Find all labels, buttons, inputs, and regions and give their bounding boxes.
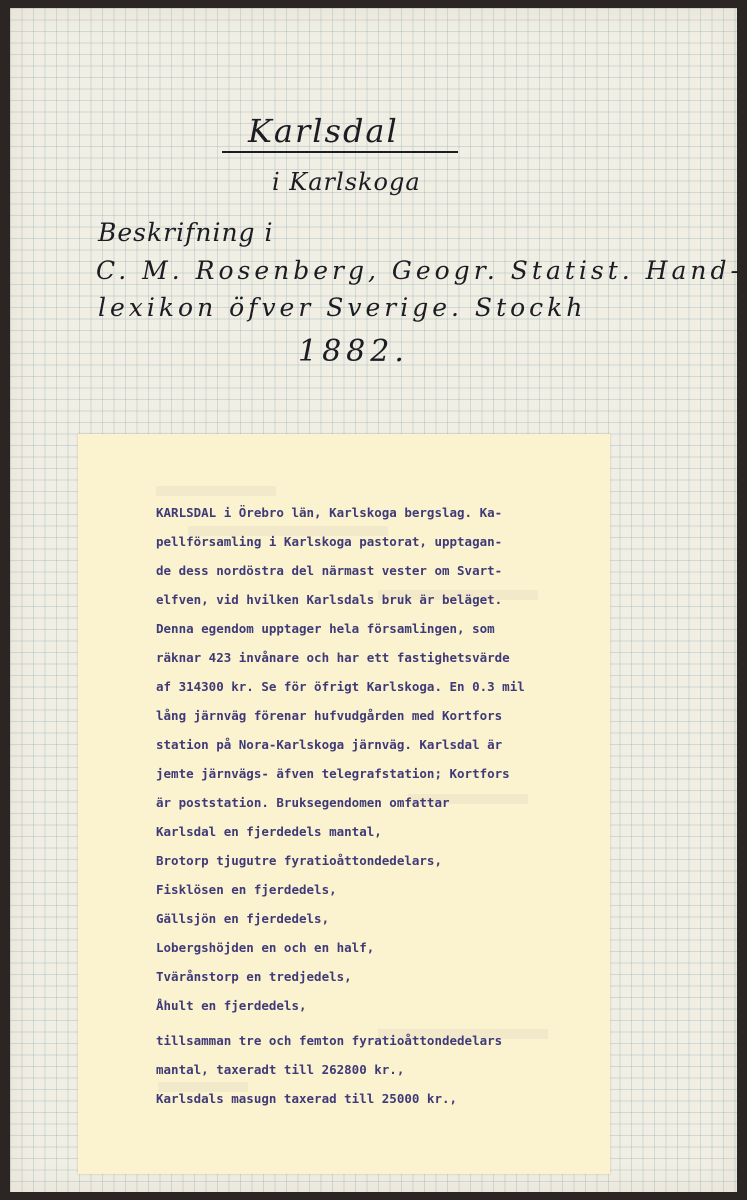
handwritten-title: Karlsdal: [248, 112, 399, 150]
typed-line: mantal, taxeradt till 262800 kr.,: [156, 1062, 405, 1077]
typed-line: Tvärånstorp en tredjedels,: [156, 969, 352, 984]
bleed-through-mark: [156, 486, 276, 496]
typed-line: Karlsdals masugn taxerad till 25000 kr.,: [156, 1091, 458, 1106]
handwritten-subtitle: i Karlskoga: [272, 168, 421, 196]
typed-line: de dess nordöstra del närmast vester om Svart-: [156, 563, 503, 578]
typed-line: lång järnväg förenar hufvudgården med Kortfors: [156, 708, 503, 723]
handwritten-source-line-2: C. M. Rosenberg, Geogr. Statist. Hand-: [96, 256, 743, 285]
typed-description: [156, 498, 586, 1113]
typed-line: af 314300 kr. Se för öfrigt Karlskoga. En 0.3 mil: [156, 679, 525, 694]
typed-line: KARLSDAL i Örebro län, Karlskoga bergslag. Ka-: [156, 505, 503, 520]
typed-line: räknar 423 invånare och har ett fastighetsvärde: [156, 650, 510, 665]
typed-line: Karlsdal en fjerdedels mantal,: [156, 824, 382, 839]
typed-line: Brotorp tjugutre fyratioåttondedelars,: [156, 853, 442, 868]
title-underline: [222, 151, 458, 153]
typed-line: Denna egendom upptager hela församlingen, som: [156, 621, 495, 636]
handwritten-source-line-1: Beskrifning i: [98, 218, 274, 247]
typed-line: tillsamman tre och femton fyratioåttondedelars: [156, 1033, 503, 1048]
handwritten-source-line-3: lexikon öfver Sverige. Stockh: [98, 293, 587, 322]
typed-line: Åhult en fjerdedels,: [156, 998, 307, 1013]
typed-line: Gällsjön en fjerdedels,: [156, 911, 330, 926]
typed-paper-slip: [78, 434, 610, 1174]
typed-line: Fisklösen en fjerdedels,: [156, 882, 337, 897]
typed-line: elfven, vid hvilken Karlsdals bruk är beläget.: [156, 592, 503, 607]
typed-line: station på Nora-Karlskoga järnväg. Karlsdal är: [156, 737, 503, 752]
handwritten-year: 1882.: [298, 334, 409, 369]
ledger-sheet: [10, 8, 743, 1192]
typed-line: är poststation. Bruksegendomen omfattar: [156, 795, 450, 810]
typed-line: pellförsamling i Karlskoga pastorat, upptagan-: [156, 534, 503, 549]
typed-line: jemte järnvägs- äfven telegrafstation; Kortfors: [156, 766, 510, 781]
typed-line: Lobergshöjden en och en half,: [156, 940, 375, 955]
